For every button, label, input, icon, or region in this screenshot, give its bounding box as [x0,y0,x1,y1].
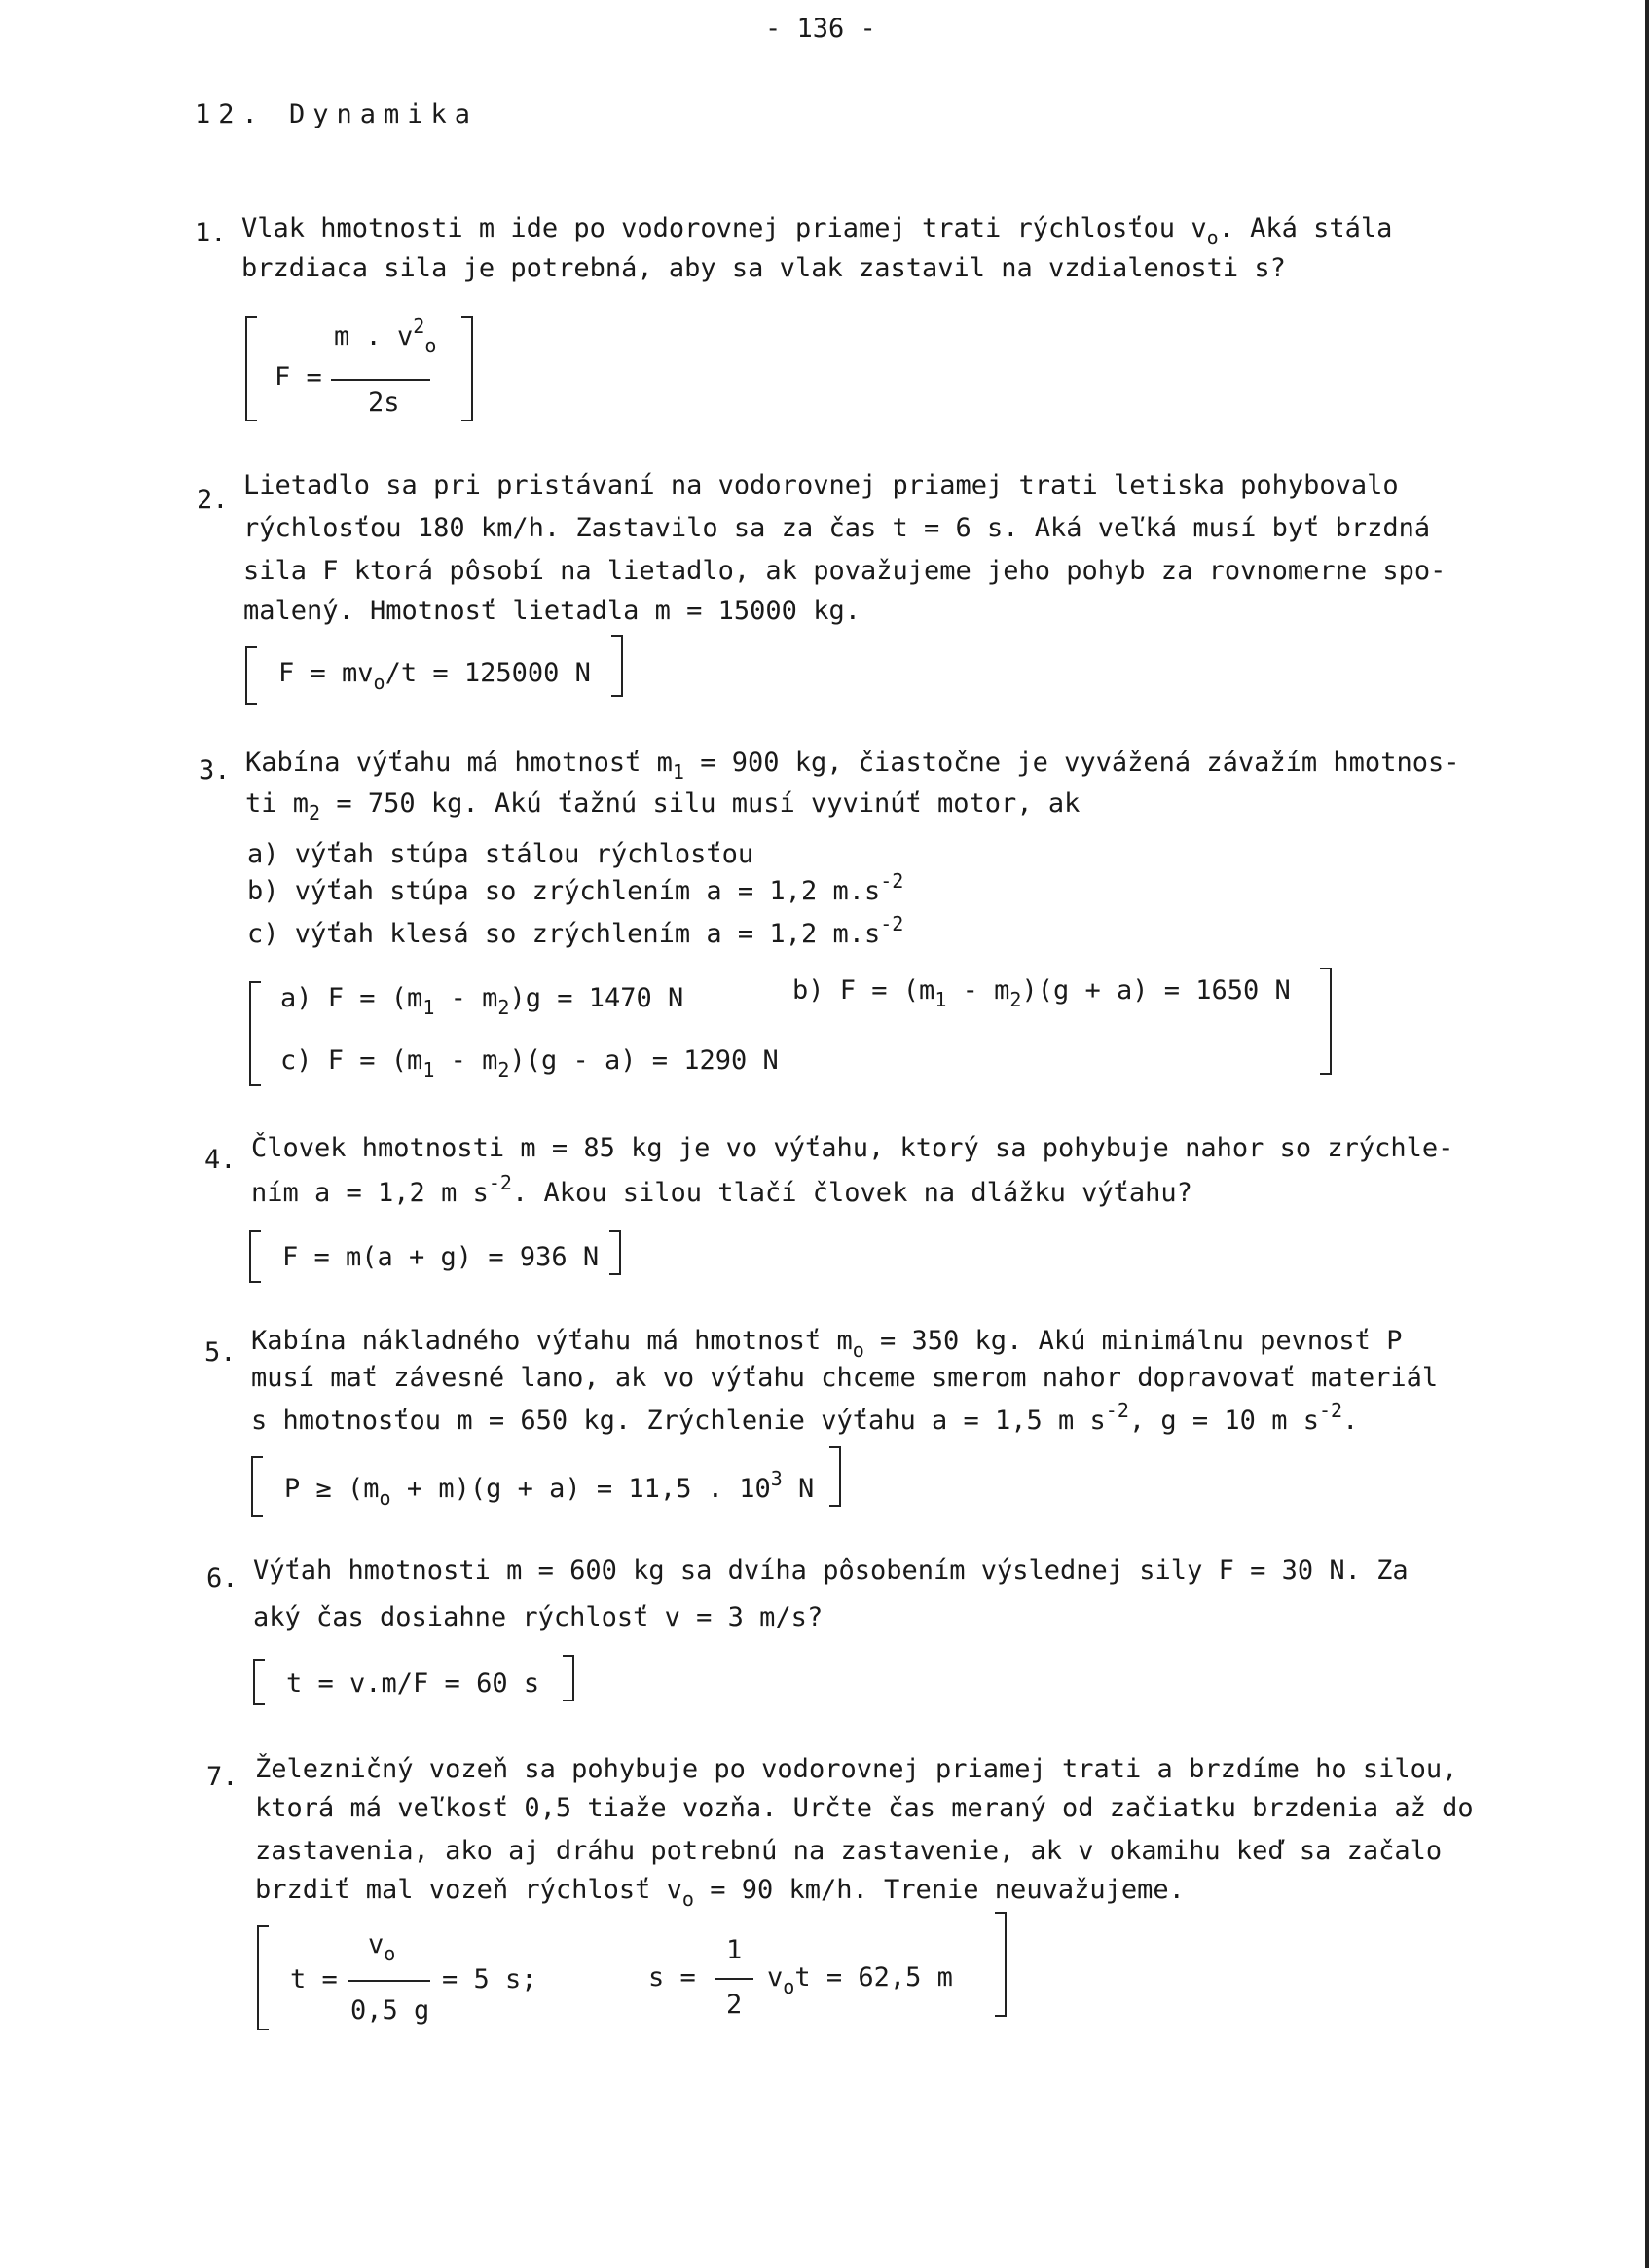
problem-number: 6. [206,1563,238,1593]
answer-b: b) $F = (m_1 - m_2)(g + a) = 1650$ N [792,975,1291,1011]
page-edge-shadow [1645,0,1649,2268]
problem-text-line: brzdiť mal vozeň rýchlosť $v_o = 90$ km/h. Trenie neuvažujeme. [255,1875,1185,1911]
problem-text-line: ním a = 1,2 m $s^{-2}$. Akou silou tlačí človek na dlážku výťahu? [251,1171,1192,1208]
problem-text-line: Kabína výťahu má hmotnosť $m_1 = 900$ kg, čiastočne je vyvážená závažím hmotnos- [245,748,1460,784]
answer-text: $F = mv_o/t = 125000$ N [278,658,591,694]
problem-number: 4. [204,1145,237,1175]
fraction-numerator: m . $v^2_o$ [334,314,437,357]
answer-c: c) $F = (m_1 - m_2)(g - a) = 1290$ N [280,1045,779,1081]
answer-s-rhs: $v_ot = 62,5$ m [767,1962,953,1998]
problem-text-line: ktorá má veľkosť 0,5 tiaže vozňa. Určte čas meraný od začiatku brzdenia až do [255,1793,1474,1823]
fraction-denominator: 2s [368,387,400,418]
problem-text-line: Výťah hmotnosti m = 600 kg sa dvíha pôsobením výslednej sily F = 30 N. Za [253,1555,1409,1586]
answer-t-rhs: = 5 s; [442,1964,537,1994]
problem-number: 7. [206,1762,238,1792]
answer-s-lhs: s = [648,1962,696,1993]
chapter-title: 12. Dynamika [195,99,479,129]
problem-text-line: Kabína nákladného výťahu má hmotnosť $m_o = 350$ kg. Akú minimálnu pevnosť P [251,1326,1403,1362]
problem-text-line: zastavenia, ako aj dráhu potrebnú na zastavenie, ak v okamihu keď sa začalo [255,1836,1443,1866]
problem-text-line: sila F ktorá pôsobí na lietadlo, ak považujeme jeho pohyb za rovnomerne spo- [243,556,1447,586]
fraction-denominator: 2 [726,1990,743,2020]
answer-text: F = m(a + g) = 936 N [282,1242,600,1272]
problem-number: 3. [199,755,231,786]
fraction-denominator: 0,5 g [350,1995,430,2026]
answer-t-lhs: t = [290,1964,338,1994]
problem-text-line: s hmotnosťou m = 650 kg. Zrýchlenie výťahu a = 1,5 m $s^{-2}$, g = 10 m $s^{-2}$. [251,1399,1359,1436]
fraction-numerator: 1 [726,1935,743,1965]
answer-a: a) $F = (m_1 - m_2)g = 1470$ N [280,983,684,1019]
answer-lhs: F = [275,362,322,392]
answer-text: t = v.m/F = 60 s [286,1668,540,1699]
problem-text-line: brzdiaca sila je potrebná, aby sa vlak zastavil na vzdialenosti s? [241,253,1286,283]
problem-text-line: Človek hmotnosti m = 85 kg je vo výťahu, ktorý sa pohybuje nahor so zrýchle- [251,1133,1454,1163]
problem-number: 1. [195,218,227,248]
problem-number: 2. [197,485,229,515]
fraction-numerator: $v_o$ [368,1929,396,1965]
page-number: - 136 - [765,14,876,44]
problem-text-line: malený. Hmotnosť lietadla m = 15000 kg. [243,596,861,626]
problem-subitem: a) výťah stúpa stálou rýchlosťou [247,839,754,869]
problem-number: 5. [204,1337,237,1368]
problem-text-line: aký čas dosiahne rýchlosť v = 3 m/s? [253,1602,824,1632]
problem-subitem: b) výťah stúpa so zrýchlením a = 1,2 $m.s^{-2}$ [247,869,904,906]
problem-text-line: musí mať závesné lano, ak vo výťahu chceme smerom nahor dopravovať materiál [251,1363,1439,1393]
problem-subitem: c) výťah klesá so zrýchlením a = 1,2 $m.s^{-2}$ [247,912,904,949]
problem-text-line: Vlak hmotnosti m ide po vodorovnej priamej trati rýchlosťou $v_o$. Aká stála [241,213,1393,249]
problem-text-line: rýchlosťou 180 km/h. Zastavilo sa za čas t = 6 s. Aká veľká musí byť brzdná [243,513,1431,543]
problem-text-line: Lietadlo sa pri pristávaní na vodorovnej priamej trati letiska pohybovalo [243,470,1399,500]
problem-text-line: Železničný vozeň sa pohybuje po vodorovnej priamej trati a brzdíme ho silou, [255,1754,1458,1784]
answer-text: $P \ge (m_o + m)(g + a) = 11,5$ . $10^3$ N [284,1467,815,1510]
problem-text-line: ti $m_2 = 750$ kg. Akú ťažnú silu musí vyvinúť motor, ak [245,788,1081,824]
